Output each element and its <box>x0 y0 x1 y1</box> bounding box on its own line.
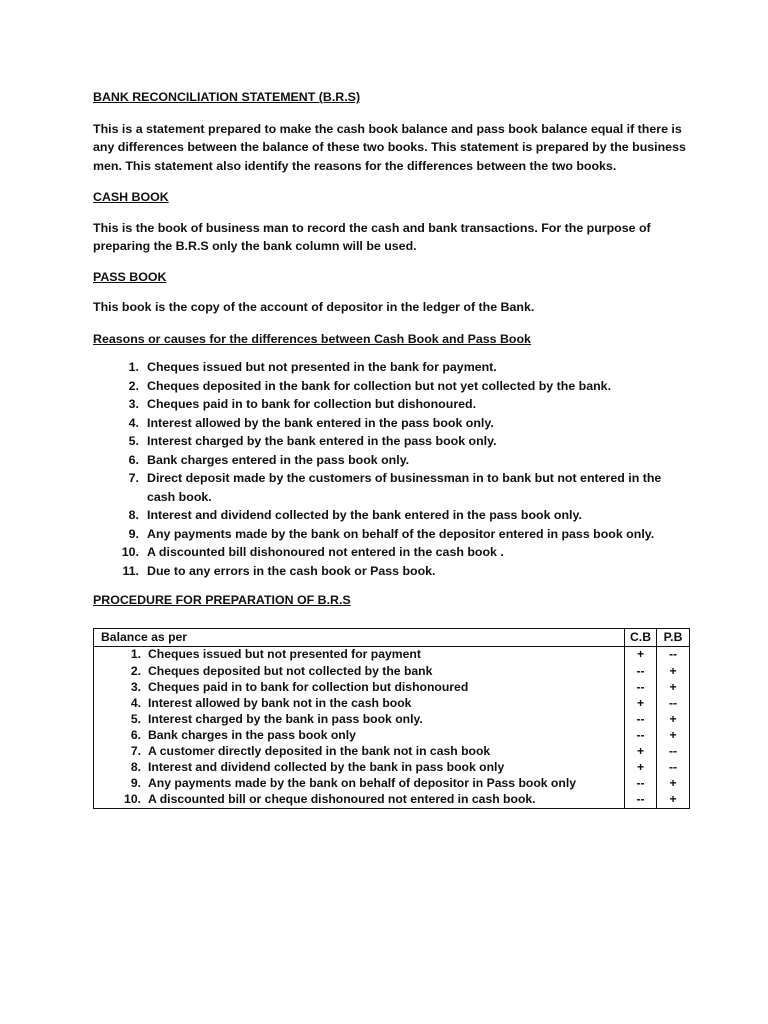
list-item-text: Direct deposit made by the customers of businessman in to bank but not entered in the cash book. <box>147 471 662 504</box>
list-item <box>93 469 693 506</box>
row-text: Interest and dividend collected by the bank in pass book only <box>148 760 505 775</box>
pb-sign: + <box>657 776 690 792</box>
table-row <box>94 727 690 743</box>
list-item-number: 8. <box>128 508 139 522</box>
list-item-number: 10. <box>121 545 139 559</box>
list-item <box>93 543 693 562</box>
list-item-number: 2. <box>128 378 139 393</box>
list-item-text: A discounted bill dishonoured not entered in the cash book . <box>147 545 504 559</box>
list-item-text: Interest charged by the bank entered in the pass book only. <box>147 434 497 448</box>
table-row <box>94 663 690 679</box>
row-text: Interest allowed by bank not in the cash book <box>148 695 412 710</box>
pb-sign: + <box>657 792 690 809</box>
cb-sign: + <box>625 647 657 664</box>
header-pb: P.B <box>657 629 690 647</box>
list-item <box>93 506 693 525</box>
list-item <box>93 562 693 581</box>
list-item <box>93 395 693 414</box>
row-text: Interest charged by the bank in pass book only. <box>148 711 423 726</box>
pb-sign: + <box>657 663 690 679</box>
cb-sign: + <box>625 760 657 776</box>
table-header-row <box>94 629 690 647</box>
list-item <box>93 377 693 396</box>
list-item-number: 1. <box>128 360 139 374</box>
list-item-number: 6. <box>128 452 139 467</box>
row-text: Cheques deposited but not collected by the bank <box>148 663 433 678</box>
header-cb: C.B <box>625 629 657 647</box>
row-number: 1. <box>130 647 141 662</box>
row-number: 8. <box>130 760 141 775</box>
list-item-number: 5. <box>128 434 139 448</box>
list-item-text: Cheques paid in to bank for collection but dishonoured. <box>147 397 477 411</box>
pb-sign: -- <box>657 695 690 711</box>
intro-paragraph: This is a statement prepared to make the cash book balance and pass book balance equal if there is any differences between the balance of these two books. This statement is prepared by the business men. This statement also identify the reasons for the differences between the two books. <box>93 121 686 173</box>
procedure-heading: PROCEDURE FOR PREPARATION OF B.R.S <box>93 593 351 607</box>
list-item <box>93 358 693 377</box>
list-item-text: Interest and dividend collected by the bank entered in the pass book only. <box>147 508 582 522</box>
pb-sign: + <box>657 711 690 727</box>
row-number: 6. <box>130 727 141 742</box>
cb-sign: + <box>625 744 657 760</box>
cb-sign: -- <box>625 727 657 743</box>
row-number: 4. <box>130 695 141 710</box>
pb-sign: -- <box>657 744 690 760</box>
pass-book-paragraph: This book is the copy of the account of depositor in the ledger of the Bank. <box>93 300 535 314</box>
row-text: A discounted bill or cheque dishonoured not entered in cash book. <box>148 792 536 807</box>
table-row <box>94 711 690 727</box>
row-text: Bank charges in the pass book only <box>148 727 356 742</box>
pb-sign: -- <box>657 760 690 776</box>
table-row <box>94 695 690 711</box>
list-item-number: 9. <box>128 526 139 541</box>
list-item-number: 7. <box>128 471 139 485</box>
cb-sign: -- <box>625 679 657 695</box>
list-item <box>93 432 693 451</box>
row-number: 5. <box>130 711 141 726</box>
list-item <box>93 525 693 544</box>
pb-sign: + <box>657 727 690 743</box>
row-text: A customer directly deposited in the bank not in cash book <box>148 744 491 758</box>
row-number: 3. <box>130 679 141 694</box>
cash-book-heading: CASH BOOK <box>93 190 169 204</box>
reasons-heading: Reasons or causes for the differences between Cash Book and Pass Book <box>93 331 531 346</box>
list-item-text: Interest allowed by the bank entered in the pass book only. <box>147 415 494 430</box>
list-item-number: 3. <box>128 397 139 411</box>
table-row <box>94 647 690 664</box>
table-row <box>94 760 690 776</box>
list-item-text: Cheques deposited in the bank for collection but not yet collected by the bank. <box>147 378 612 393</box>
document-title: BANK RECONCILIATION STATEMENT (B.R.S) <box>93 90 361 104</box>
pb-sign: + <box>657 679 690 695</box>
row-number: 10. <box>124 792 141 807</box>
row-number: 9. <box>130 776 141 791</box>
table-row <box>94 792 690 809</box>
list-item-text: Bank charges entered in the pass book only. <box>147 452 410 467</box>
row-text: Cheques paid in to bank for collection but dishonoured <box>148 679 469 694</box>
pb-sign: -- <box>657 647 690 664</box>
cb-sign: -- <box>625 792 657 809</box>
list-item-text: Due to any errors in the cash book or Pass book. <box>147 563 436 578</box>
list-item-text: Cheques issued but not presented in the bank for payment. <box>147 360 497 374</box>
pass-book-heading: PASS BOOK <box>93 269 167 284</box>
cb-sign: -- <box>625 711 657 727</box>
table-row <box>94 776 690 792</box>
cash-book-paragraph: This is the book of business man to record the cash and bank transactions. For the purpose of preparing the B.R.S only the bank column will be used. <box>93 220 651 253</box>
list-item-number: 4. <box>128 415 139 430</box>
list-item <box>93 414 693 433</box>
row-text: Any payments made by the bank on behalf of depositor in Pass book only <box>148 776 576 791</box>
row-number: 7. <box>130 744 141 758</box>
list-item <box>93 451 693 470</box>
reasons-list <box>93 358 693 580</box>
document-page <box>93 88 693 610</box>
table-row <box>94 744 690 760</box>
procedure-table <box>93 628 690 809</box>
row-text: Cheques issued but not presented for payment <box>148 647 421 662</box>
list-item-number: 11. <box>122 563 139 578</box>
row-number: 2. <box>130 663 141 678</box>
cb-sign: -- <box>625 663 657 679</box>
header-balance-as-per: Balance as per <box>94 629 625 647</box>
table-row <box>94 679 690 695</box>
list-item-text: Any payments made by the bank on behalf of the depositor entered in pass book only. <box>147 526 655 541</box>
cb-sign: -- <box>625 776 657 792</box>
cb-sign: + <box>625 695 657 711</box>
